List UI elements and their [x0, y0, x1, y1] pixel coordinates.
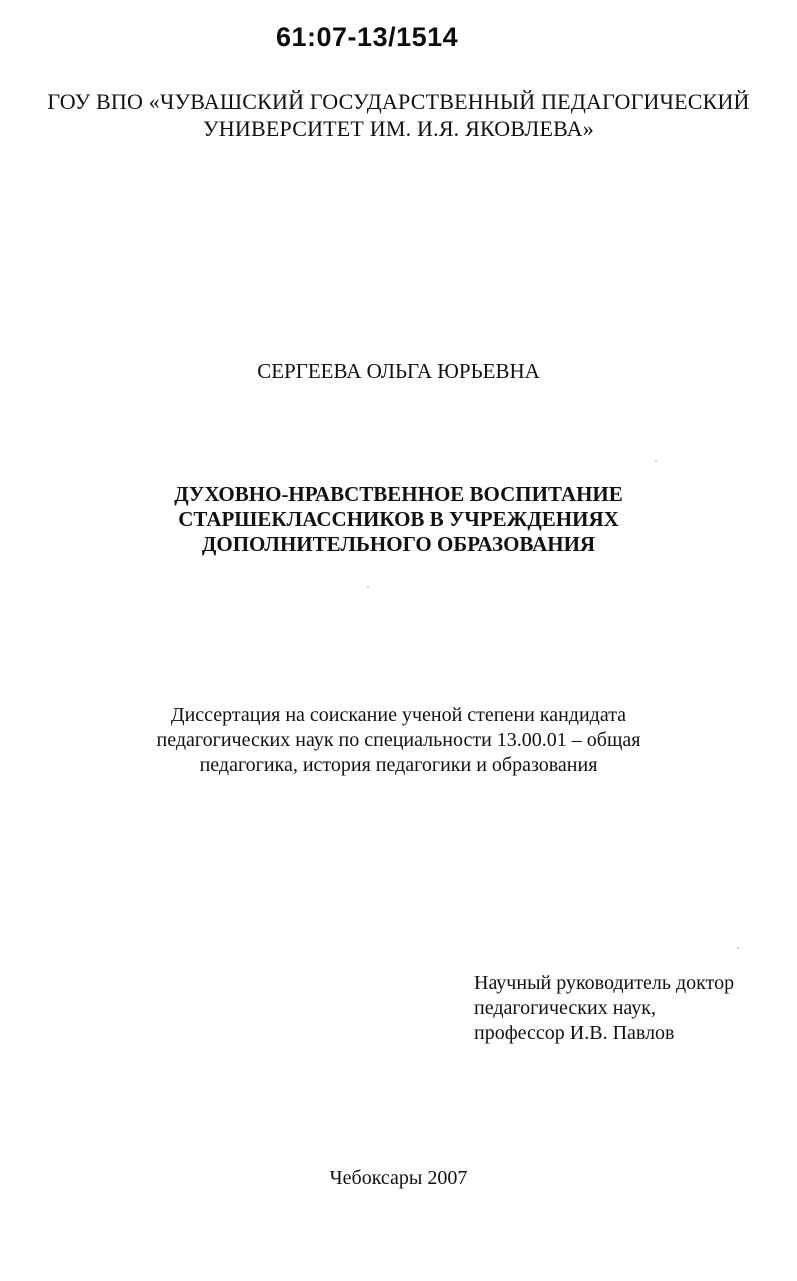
degree-line-2: педагогических наук по специальности 13.00.01 – общая — [156, 729, 641, 751]
institution-line-2: УНИВЕРСИТЕТ ИМ. И.Я. ЯКОВЛЕВА» — [203, 116, 594, 141]
title-line-2: СТАРШЕКЛАССНИКОВ В УЧРЕЖДЕНИЯХ — [178, 507, 619, 531]
scientific-supervisor — [474, 971, 734, 1046]
scan-speck — [367, 586, 369, 588]
scan-speck — [655, 460, 657, 462]
author-name: СЕРГЕЕВА ОЛЬГА ЮРЬЕВНА — [257, 359, 540, 383]
supervisor-line-2: педагогических наук, — [474, 997, 656, 1019]
title-line-1: ДУХОВНО-НРАВСТВЕННОЕ ВОСПИТАНИЕ — [174, 482, 623, 506]
dissertation-title — [0, 482, 797, 557]
institution-name — [0, 88, 797, 142]
supervisor-line-3: профессор И.В. Павлов — [474, 1022, 675, 1044]
scan-speck — [737, 947, 739, 949]
archive-stamp-number: 61:07-13/1514 — [276, 22, 459, 52]
title-line-3: ДОПОЛНИТЕЛЬНОГО ОБРАЗОВАНИЯ — [201, 532, 596, 556]
supervisor-line-1: Научный руководитель доктор — [474, 972, 735, 994]
institution-line-1: ГОУ ВПО «ЧУВАШСКИЙ ГОСУДАРСТВЕННЫЙ ПЕДАГОГИЧЕСКИЙ — [47, 89, 750, 114]
city-and-year: Чебоксары 2007 — [329, 1167, 468, 1189]
degree-line-1: Диссертация на соискание ученой степени кандидата — [170, 704, 627, 726]
degree-line-3: педагогика, история педагогики и образования — [199, 754, 598, 776]
degree-description — [0, 703, 797, 778]
